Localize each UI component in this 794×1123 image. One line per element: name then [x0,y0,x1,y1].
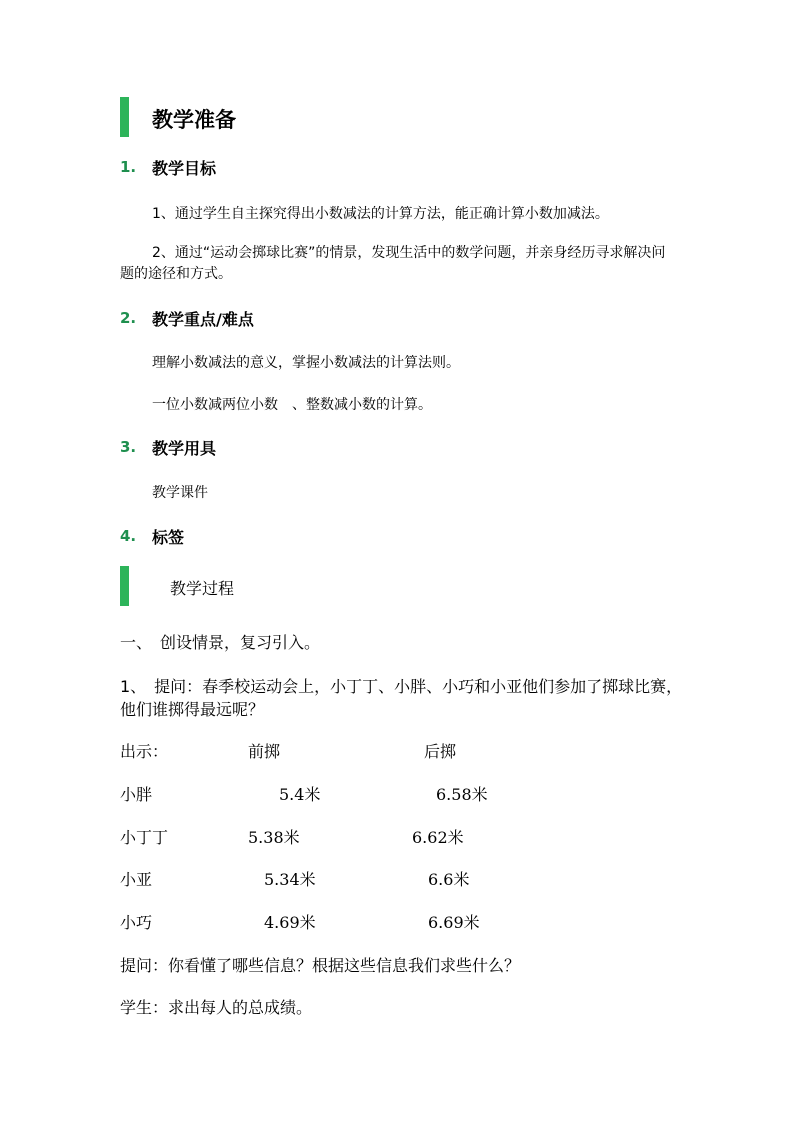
goal-line: 1、通过学生自主探究得出小数减法的计算方法，能正确计算小数加减法。 [152,206,609,222]
table-row-name: 小丁丁 [120,828,169,847]
section-title-key-points: 教学重点/难点 [152,310,254,329]
table-row-back: 6.6米 [428,870,470,889]
table-header-label: 出示： [120,742,169,761]
table-row-name: 小胖 [120,785,153,804]
table-header-front: 前掷 [248,742,281,761]
section-number: 2. [120,309,137,327]
table-row-back: 6.69米 [428,913,480,932]
section-title-tags: 标签 [152,528,185,547]
section-accent-bar [120,97,129,137]
goal-line: 2、通过“运动会掷球比赛”的情景，发现生活中的数学问题，并亲身经历寻求解决问 [152,245,666,261]
answer-line: 学生：求出每人的总成绩。 [120,998,313,1017]
table-row-name: 小亚 [120,870,153,889]
question-line: 提问：你看懂了哪些信息？根据这些信息我们求些什么？ [120,956,521,975]
question-line: 他们谁掷得最远呢？ [120,700,265,719]
section-accent-bar [120,566,129,606]
section-number: 4. [120,527,137,545]
key-point-line: 一位小数减两位小数 、整数减小数的计算。 [152,397,432,413]
goal-line: 题的途径和方式。 [120,266,232,282]
process-title: 教学过程 [170,579,235,598]
table-header-back: 后掷 [424,742,457,761]
section-title-tools: 教学用具 [152,439,217,458]
table-row-name: 小巧 [120,913,153,932]
section-number: 1. [120,158,137,176]
table-row-back: 6.62米 [412,828,464,847]
table-row-front: 5.34米 [264,870,316,889]
table-row-back: 6.58米 [436,785,488,804]
table-row-front: 4.69米 [264,913,316,932]
section-title-goals: 教学目标 [152,159,217,178]
tools-text: 教学课件 [152,485,208,501]
question-line: 1、 提问：春季校运动会上，小丁丁、小胖、小巧和小亚他们参加了掷球比赛， [120,677,683,696]
step-heading: 一、 创设情景，复习引入。 [120,633,321,652]
table-row-front: 5.4米 [279,785,321,804]
table-row-front: 5.38米 [248,828,300,847]
key-point-line: 理解小数减法的意义，掌握小数减法的计算法则。 [152,355,460,371]
section-number: 3. [120,438,137,456]
page-title: 教学准备 [152,108,236,132]
